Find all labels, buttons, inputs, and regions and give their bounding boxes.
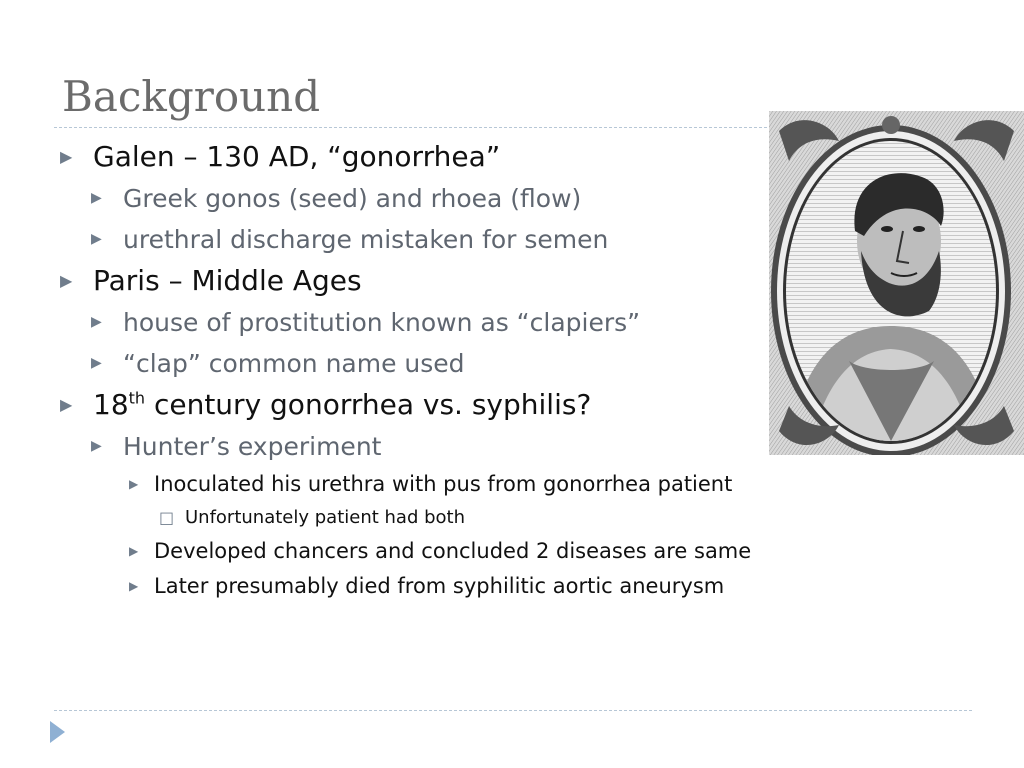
bullet-list bbox=[60, 136, 820, 604]
triangle-right-icon: ▶ bbox=[91, 231, 102, 247]
bullet-hunter bbox=[91, 426, 820, 467]
bullet-galen-greek bbox=[91, 178, 820, 219]
bullet-text: Hunter’s experiment bbox=[123, 432, 382, 461]
bullet-paris-clapiers bbox=[91, 302, 820, 343]
triangle-right-icon: ▶ bbox=[129, 477, 139, 491]
triangle-right-icon: ▶ bbox=[91, 438, 102, 454]
bullet-text: Inoculated his urethra with pus from gonorrhea patient bbox=[154, 472, 733, 496]
century-superscript: th bbox=[128, 388, 146, 408]
bullet-text: urethral discharge mistaken for semen bbox=[123, 225, 609, 254]
bullet-18th-century bbox=[60, 384, 820, 426]
bullet-text: Greek gonos (seed) and rhoea (flow) bbox=[123, 184, 582, 213]
bullet-text: Paris – Middle Ages bbox=[93, 264, 362, 297]
bullet-text: Unfortunately patient had both bbox=[185, 507, 466, 528]
triangle-right-icon: ▶ bbox=[91, 190, 102, 206]
triangle-right-icon: ▶ bbox=[91, 355, 102, 371]
bullet-hunter-chancers bbox=[129, 534, 820, 569]
slide-title: Background bbox=[62, 72, 321, 121]
bullet-text: house of prostitution known as “clapiers” bbox=[123, 308, 641, 337]
bullet-text: century gonorrhea vs. syphilis? bbox=[145, 388, 592, 421]
footer-divider bbox=[54, 710, 972, 711]
bullet-hunter-inoculated bbox=[129, 467, 820, 502]
bullet-text: Developed chancers and concluded 2 diseases are same bbox=[154, 539, 752, 563]
triangle-right-icon: ▶ bbox=[129, 579, 139, 593]
century-number: 18 bbox=[93, 388, 129, 421]
triangle-right-icon: ▶ bbox=[60, 395, 73, 414]
triangle-right-icon: ▶ bbox=[129, 544, 139, 558]
bullet-text: Later presumably died from syphilitic aortic aneurysm bbox=[154, 574, 725, 598]
bullet-paris-clap bbox=[91, 343, 820, 384]
triangle-right-icon: ▶ bbox=[60, 147, 73, 166]
bullet-hunter-aneurysm bbox=[129, 569, 820, 604]
play-arrow-icon[interactable] bbox=[50, 721, 65, 743]
bullet-text: Galen – 130 AD, “gonorrhea” bbox=[93, 140, 501, 173]
bullet-galen-discharge bbox=[91, 219, 820, 260]
bullet-text: “clap” common name used bbox=[123, 349, 465, 378]
triangle-right-icon: ▶ bbox=[91, 314, 102, 330]
bullet-paris bbox=[60, 260, 820, 302]
bullet-galen bbox=[60, 136, 820, 178]
square-outline-icon: □ bbox=[159, 508, 175, 527]
triangle-right-icon: ▶ bbox=[60, 271, 73, 290]
bullet-hunter-both bbox=[159, 502, 820, 534]
